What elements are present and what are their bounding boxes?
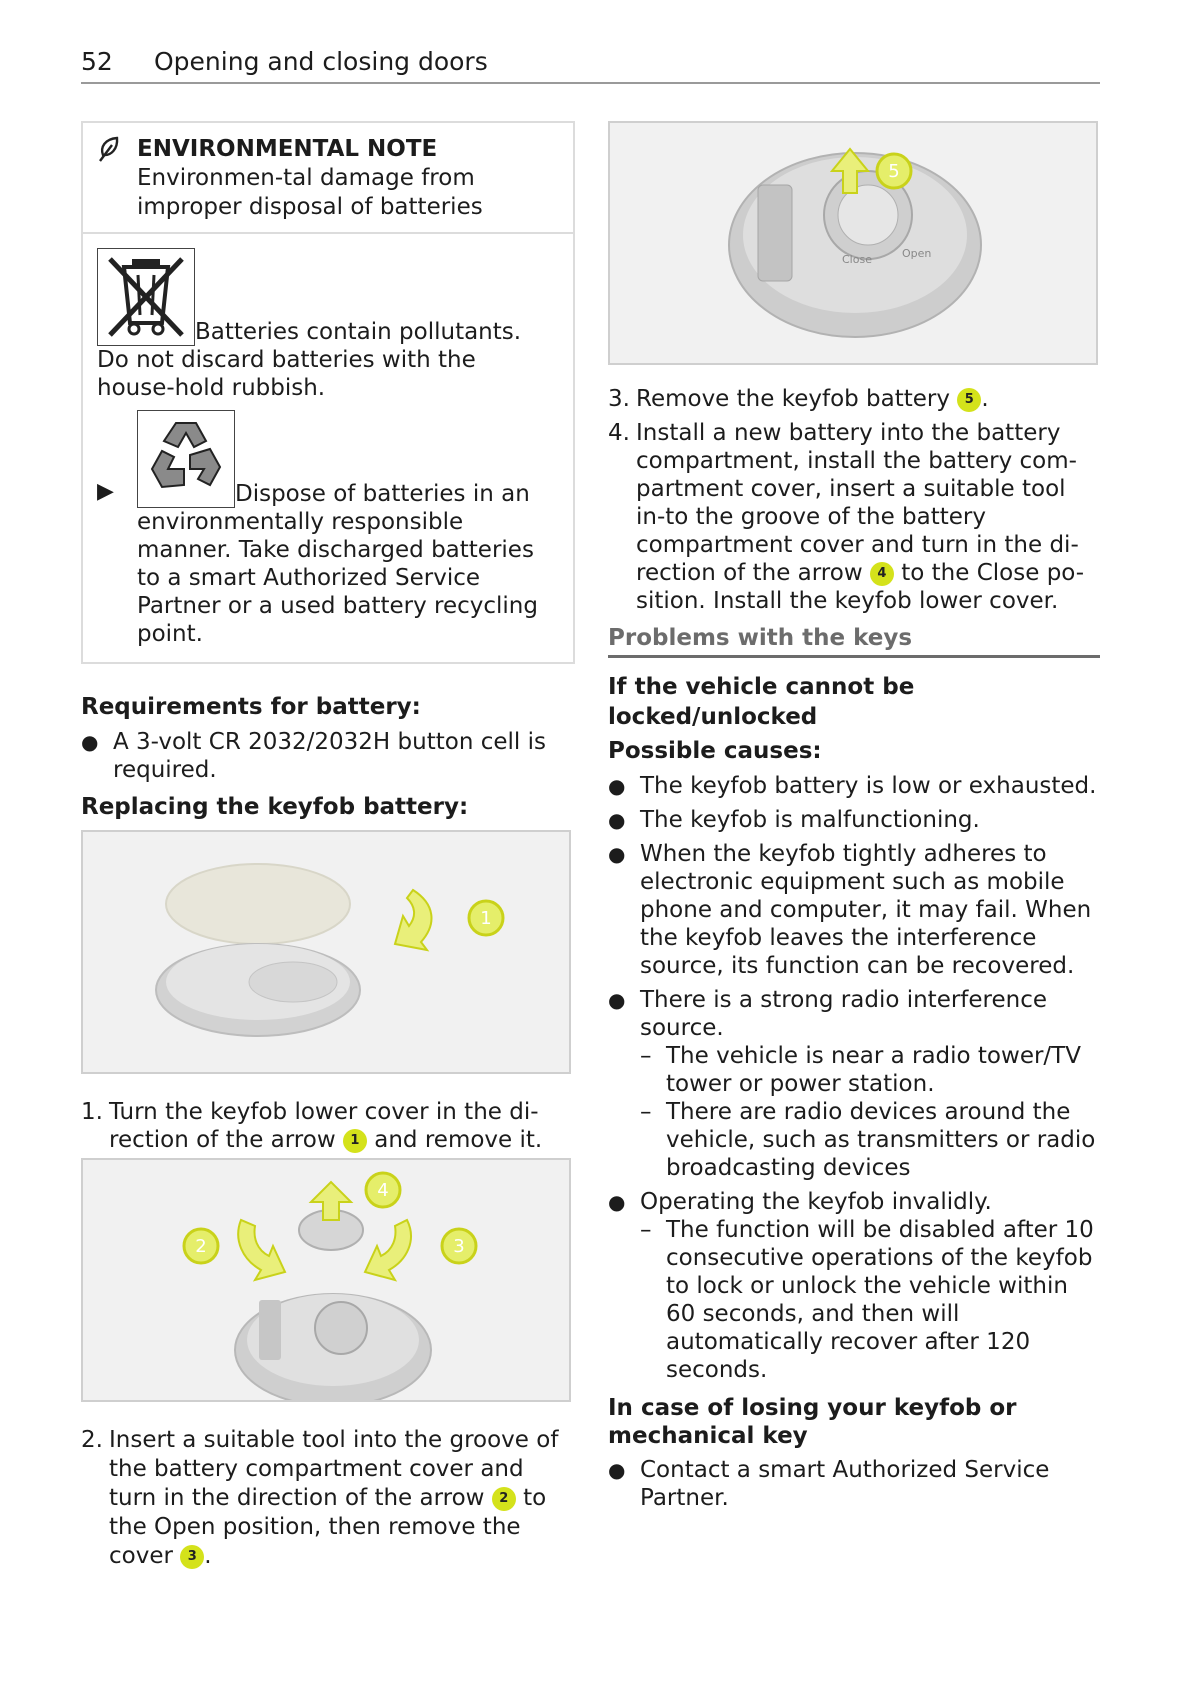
requirement-item: ● A 3-volt CR 2032/2032H button cell is required. bbox=[81, 729, 546, 783]
cannot-lock-heading: If the vehicle cannot be locked/unlocked bbox=[608, 674, 915, 730]
replacing-heading: Replacing the keyfob battery: bbox=[81, 794, 469, 820]
dispose-text: Dispose of batteries in an environmentally responsible manner. Take discharged batteries to a smart Authorized Service Partner or a used battery recycling point. bbox=[137, 481, 538, 647]
bullet-dot-icon: ● bbox=[81, 730, 99, 754]
figure-remove-battery bbox=[608, 121, 1098, 365]
losing-item: ● Contact a smart Authorized Service Partner. bbox=[608, 1457, 1050, 1511]
triangle-bullet-icon: ▶ bbox=[97, 479, 114, 504]
fig2-label-3: 4 bbox=[377, 1180, 389, 1201]
cause-item: ● When the keyfob tightly adheres to electronic equipment such as mobile phone and computer, it may fail. When the keyfob leaves the interference source, its function can be recovered. bbox=[608, 841, 1092, 979]
callout-badge: 5 bbox=[957, 388, 981, 412]
figure-remove-lower-cover bbox=[81, 830, 571, 1074]
problems-section-title: Problems with the keys bbox=[608, 623, 1100, 658]
callout-badge: 3 bbox=[180, 1545, 204, 1569]
callout-badge: 2 bbox=[492, 1487, 516, 1511]
note-body bbox=[83, 234, 573, 662]
cause-item: ● Operating the keyfob invalidly. bbox=[608, 1189, 992, 1215]
environmental-note bbox=[81, 121, 575, 664]
step-1: 1. Turn the keyfob lower cover in the di-rection of the arrow 1 and remove it. bbox=[81, 1099, 543, 1153]
crossed-bin-icon bbox=[97, 248, 195, 346]
leaf-icon bbox=[97, 135, 127, 222]
step-4: 4. Install a new battery into the battery compartment, install the battery com-partment cover, insert a suitable tool in-to the groove of the battery compartment cover and turn in the di-rection of the arrow 4 to the Close po-sition. Install the keyfob lower cover. bbox=[608, 420, 1085, 614]
right-column bbox=[608, 121, 1100, 1512]
bullet-dot-icon: ● bbox=[608, 842, 626, 866]
sub-item: – The vehicle is near a radio tower/TV tower or power station. bbox=[640, 1043, 1081, 1097]
bullet-dot-icon: ● bbox=[608, 1458, 626, 1482]
possible-causes-heading: Possible causes: bbox=[608, 738, 822, 764]
callout-badge: 1 bbox=[343, 1129, 367, 1153]
pollutants-paragraph bbox=[97, 248, 559, 402]
open-text: Open bbox=[902, 247, 932, 260]
cause-item: ● The keyfob is malfunctioning. bbox=[608, 807, 980, 833]
cause-item: ● There is a strong radio interference source. bbox=[608, 987, 1048, 1041]
left-column bbox=[81, 121, 575, 1571]
bullet-dot-icon: ● bbox=[608, 988, 626, 1012]
recycle-icon bbox=[137, 410, 235, 508]
note-header bbox=[83, 123, 573, 234]
note-heading: Environmen-tal damage from improper disposal of batteries bbox=[137, 165, 483, 220]
fig2-label-4: 3 bbox=[453, 1236, 465, 1257]
pollutants-text: Batteries contain pollutants. Do not discard batteries with the house-hold rubbish. bbox=[97, 319, 522, 401]
sub-item: – There are radio devices around the vehicle, such as transmitters or radio broadcasting devices bbox=[640, 1099, 1096, 1181]
fig3-label-5: 5 bbox=[888, 161, 900, 182]
sub-item: – The function will be disabled after 10 consecutive operations of the keyfob to lock or unlock the vehicle within 60 seconds, and then will automatically recover after 120 seconds. bbox=[640, 1217, 1094, 1383]
bullet-dot-icon: ● bbox=[608, 1190, 626, 1214]
page-header bbox=[81, 44, 1100, 84]
page-number: 52 bbox=[81, 47, 113, 76]
cause-item: ● The keyfob battery is low or exhausted. bbox=[608, 773, 1097, 799]
page-title: Opening and closing doors bbox=[154, 47, 488, 76]
figure-open-compartment bbox=[81, 1158, 571, 1402]
dispose-bullet bbox=[97, 410, 559, 648]
step-2: 2. Insert a suitable tool into the groove of the battery compartment cover and turn in the direction of the arrow 2 to the Open position, then remove the cover 3 . bbox=[81, 1427, 559, 1569]
note-label: ENVIRONMENTAL NOTE bbox=[137, 136, 438, 162]
callout-badge: 4 bbox=[870, 562, 894, 586]
step-3: 3. Remove the keyfob battery 5 . bbox=[608, 386, 989, 412]
requirements-heading: Requirements for battery: bbox=[81, 694, 421, 720]
fig2-label-2: 2 bbox=[195, 1236, 207, 1257]
bullet-dot-icon: ● bbox=[608, 808, 626, 832]
bullet-dot-icon: ● bbox=[608, 774, 626, 798]
close-text: Close bbox=[842, 253, 872, 266]
fig1-label-1: 1 bbox=[480, 908, 492, 929]
losing-keyfob-heading: In case of losing your keyfob or mechanical key bbox=[608, 1395, 1017, 1449]
